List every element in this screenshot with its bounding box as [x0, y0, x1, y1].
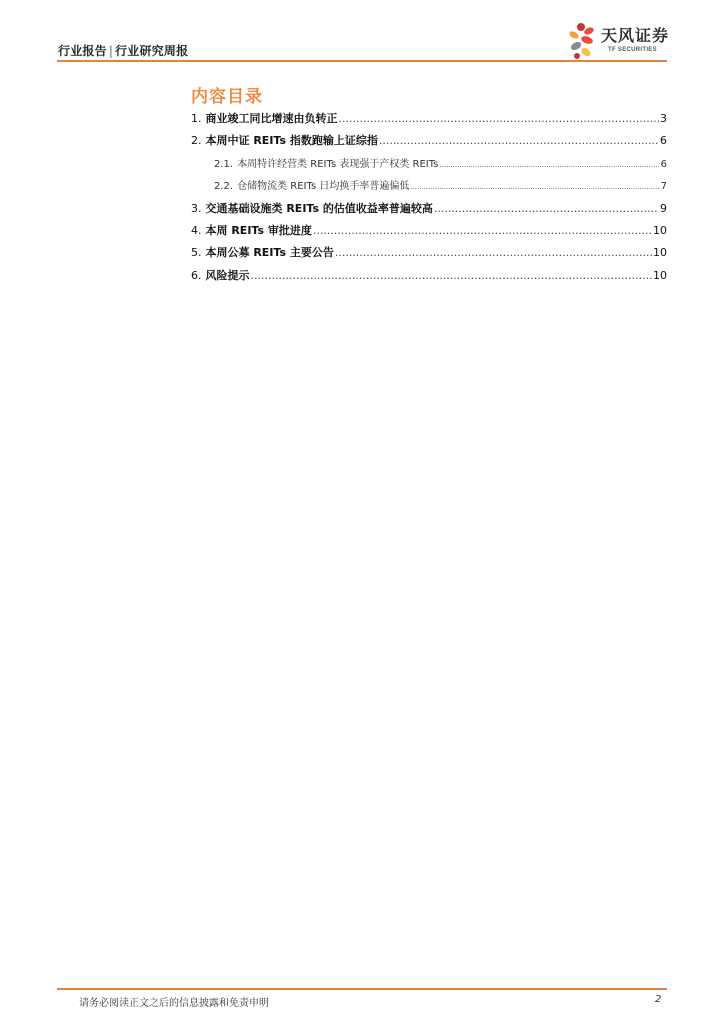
toc-entry-number: 3.: [191, 201, 202, 215]
toc-dot-leader: [313, 224, 652, 237]
header-separator: |: [108, 44, 114, 58]
logo-name-cn: 天风证券: [601, 26, 670, 45]
report-category: 行业报告: [58, 44, 107, 58]
toc-entry-title: 本周特许经营类 REITs 表现强于产权类 REITs: [237, 158, 439, 170]
toc-entry-title: 风险提示: [205, 268, 250, 282]
toc-entry[interactable]: [191, 244, 667, 266]
toc-subentry[interactable]: [191, 177, 667, 199]
footer-divider: [57, 988, 667, 990]
toc-dot-leader: [410, 183, 659, 191]
toc-entry-number: 2.: [191, 134, 202, 148]
toc-entry-page: 7: [660, 181, 667, 193]
table-of-contents: [191, 110, 667, 289]
toc-entry-page: 10: [653, 246, 667, 260]
toc-entry[interactable]: [191, 110, 667, 132]
toc-entry-page: 10: [653, 223, 667, 237]
toc-entry-page: 6: [660, 158, 667, 170]
toc-entry-number: 2.1.: [214, 158, 234, 170]
toc-dot-leader: [379, 134, 659, 147]
toc-dot-leader: [339, 112, 660, 125]
toc-entry-number: 2.2.: [214, 181, 234, 193]
toc-entry-number: 4.: [191, 223, 202, 237]
report-type-header: [58, 42, 188, 59]
toc-entry-title: 交通基础设施类 REITs 的估值收益率普遍较高: [205, 201, 433, 215]
toc-entry[interactable]: [191, 132, 667, 154]
toc-entry-page: 10: [653, 268, 667, 282]
toc-entry[interactable]: [191, 267, 667, 289]
toc-entry-title: 商业竣工同比增速由负转正: [205, 112, 338, 125]
toc-dot-leader: [439, 161, 659, 169]
company-logo: [567, 21, 671, 61]
toc-entry-title: 本周中证 REITs 指数跑输上证综指: [205, 134, 378, 148]
toc-title: 内容目录: [191, 87, 263, 107]
logo-mark-icon: [567, 21, 601, 61]
report-subcategory: 行业研究周报: [115, 44, 189, 58]
logo-name-en: TF SECURITIES: [608, 47, 657, 53]
toc-entry-number: 5.: [191, 246, 202, 260]
page-number: 2: [655, 994, 662, 1005]
toc-dot-leader: [434, 202, 659, 215]
toc-dot-leader: [251, 269, 653, 282]
toc-entry-page: 3: [660, 112, 667, 125]
toc-entry-number: 6.: [191, 268, 202, 282]
toc-entry-page: 9: [660, 201, 667, 215]
toc-entry-page: 6: [660, 134, 667, 148]
toc-entry-title: 本周公募 REITs 主要公告: [205, 246, 334, 260]
header-divider: [57, 60, 667, 62]
toc-entry-number: 1.: [191, 112, 202, 125]
toc-entry-title: 本周 REITs 审批进度: [205, 223, 312, 237]
toc-subentry[interactable]: [191, 155, 667, 177]
toc-dot-leader: [335, 246, 652, 259]
toc-entry[interactable]: [191, 222, 667, 244]
footer-disclaimer: 请务必阅读正文之后的信息披露和免责申明: [79, 998, 269, 1009]
toc-entry[interactable]: [191, 200, 667, 222]
toc-entry-title: 仓储物流类 REITs 日均换手率普遍偏低: [237, 181, 410, 193]
